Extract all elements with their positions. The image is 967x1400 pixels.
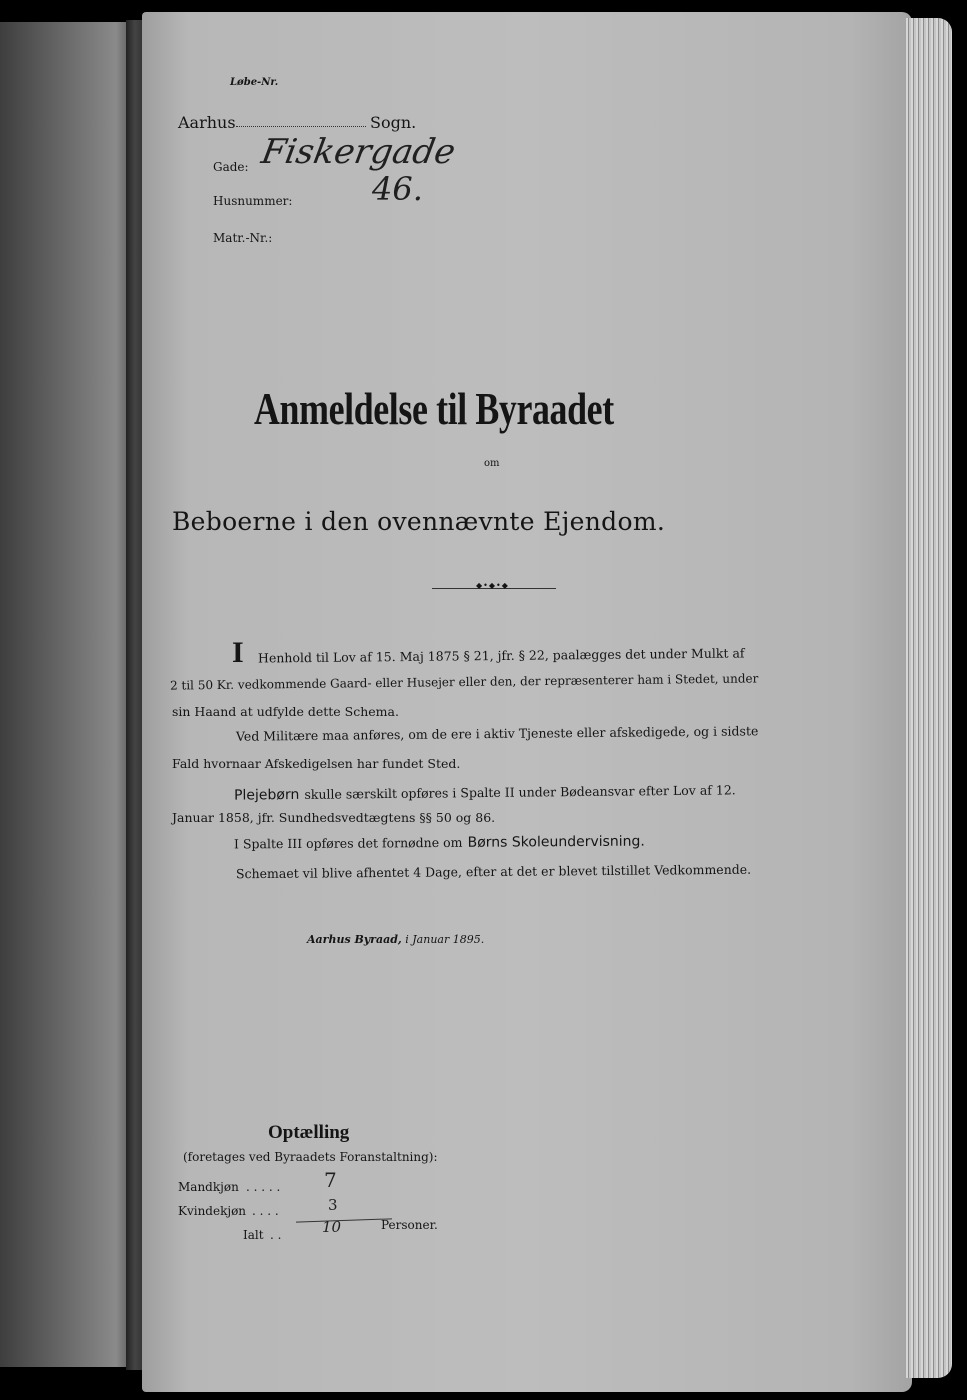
paragraph-2-line-1: Ved Militære maa anføres, om de ere i aktiv Tjeneste eller afskedigede, og i sidste <box>235 723 759 744</box>
husnummer-label: Husnummer: <box>213 194 293 208</box>
mandkjon-label: Mandkjøn <box>178 1180 239 1194</box>
paragraph-1-line-2: 2 til 50 Kr. vedkommende Gaard- eller Husejer eller den, der repræsenterer ham i Stedet, under <box>169 671 759 693</box>
page-subtitle: Beboerne i den ovennævnte Ejendom. <box>172 507 666 536</box>
personer-label: Personer. <box>381 1218 438 1232</box>
paragraph-4-text: I Spalte III opføres det fornødne om <box>233 834 463 852</box>
page-title: Anmeldelse til Byraadet <box>254 383 614 434</box>
signature-date: i Januar 1895. <box>405 933 485 946</box>
gade-handwritten-value: Fiskergade <box>258 132 459 172</box>
signature-byraad: Aarhus Byraad, <box>307 933 402 946</box>
paragraph-3-line-2: Januar 1858, jfr. Sundhedsvedtægtens §§ 50 og 86. <box>172 810 496 825</box>
count-note: (foretages ved Byraadets Foranstaltning): <box>183 1150 438 1164</box>
gade-label: Gade: <box>213 160 249 174</box>
skoleundervisning-emphasis: Børns Skoleundervisning. <box>467 833 645 851</box>
ialt-dots: . . <box>270 1228 282 1242</box>
paragraph-2-line-2: Fald hvornaar Afskedigelsen har fundet Sted. <box>172 756 461 771</box>
lobe-nr-label: Løbe-Nr. <box>230 77 279 88</box>
mandkjon-handwritten-value: 7 <box>324 1168 337 1192</box>
paragraph-1-line-3: sin Haand at udfylde dette Schema. <box>172 704 399 719</box>
page-edges <box>906 18 952 1378</box>
title-om: om <box>484 458 500 469</box>
mandkjon-dots: . . . . . <box>246 1180 281 1194</box>
facing-page-edge <box>0 22 132 1367</box>
matr-nr-label: Matr.-Nr.: <box>213 231 273 245</box>
drop-initial: I <box>232 636 244 669</box>
aarhus-label: Aarhus <box>178 113 236 132</box>
paragraph-5: Schemaet vil blive afhentet 4 Dage, efter at det er blevet tilstillet Vedkommende. <box>235 861 752 882</box>
count-title: Optælling <box>268 1122 350 1143</box>
kvindekjon-dots: . . . . <box>252 1204 279 1218</box>
ornament-dots: ◆•◆•◆ <box>476 581 509 590</box>
kvindekjon-handwritten-value: 3 <box>328 1196 338 1214</box>
paragraph-1-line-1: Henhold til Lov af 15. Maj 1875 § 21, jfr. § 22, paalægges det under Mulkt af <box>257 645 745 666</box>
paragraph-3-text: skulle særskilt opføres i Spalte II under Bødeansvar efter Lov af 12. <box>304 782 736 802</box>
husnummer-handwritten-value: 46. <box>372 170 423 208</box>
signature-line <box>307 933 484 946</box>
ialt-label: Ialt <box>243 1228 264 1242</box>
sogn-label: Sogn. <box>370 113 417 132</box>
paragraph-4 <box>234 831 645 853</box>
ialt-handwritten-value: 10 <box>322 1218 342 1236</box>
kvindekjon-label: Kvindekjøn <box>178 1204 247 1218</box>
plejeborn-emphasis: Plejebørn <box>233 786 300 804</box>
sogn-dotted-line <box>236 126 366 127</box>
